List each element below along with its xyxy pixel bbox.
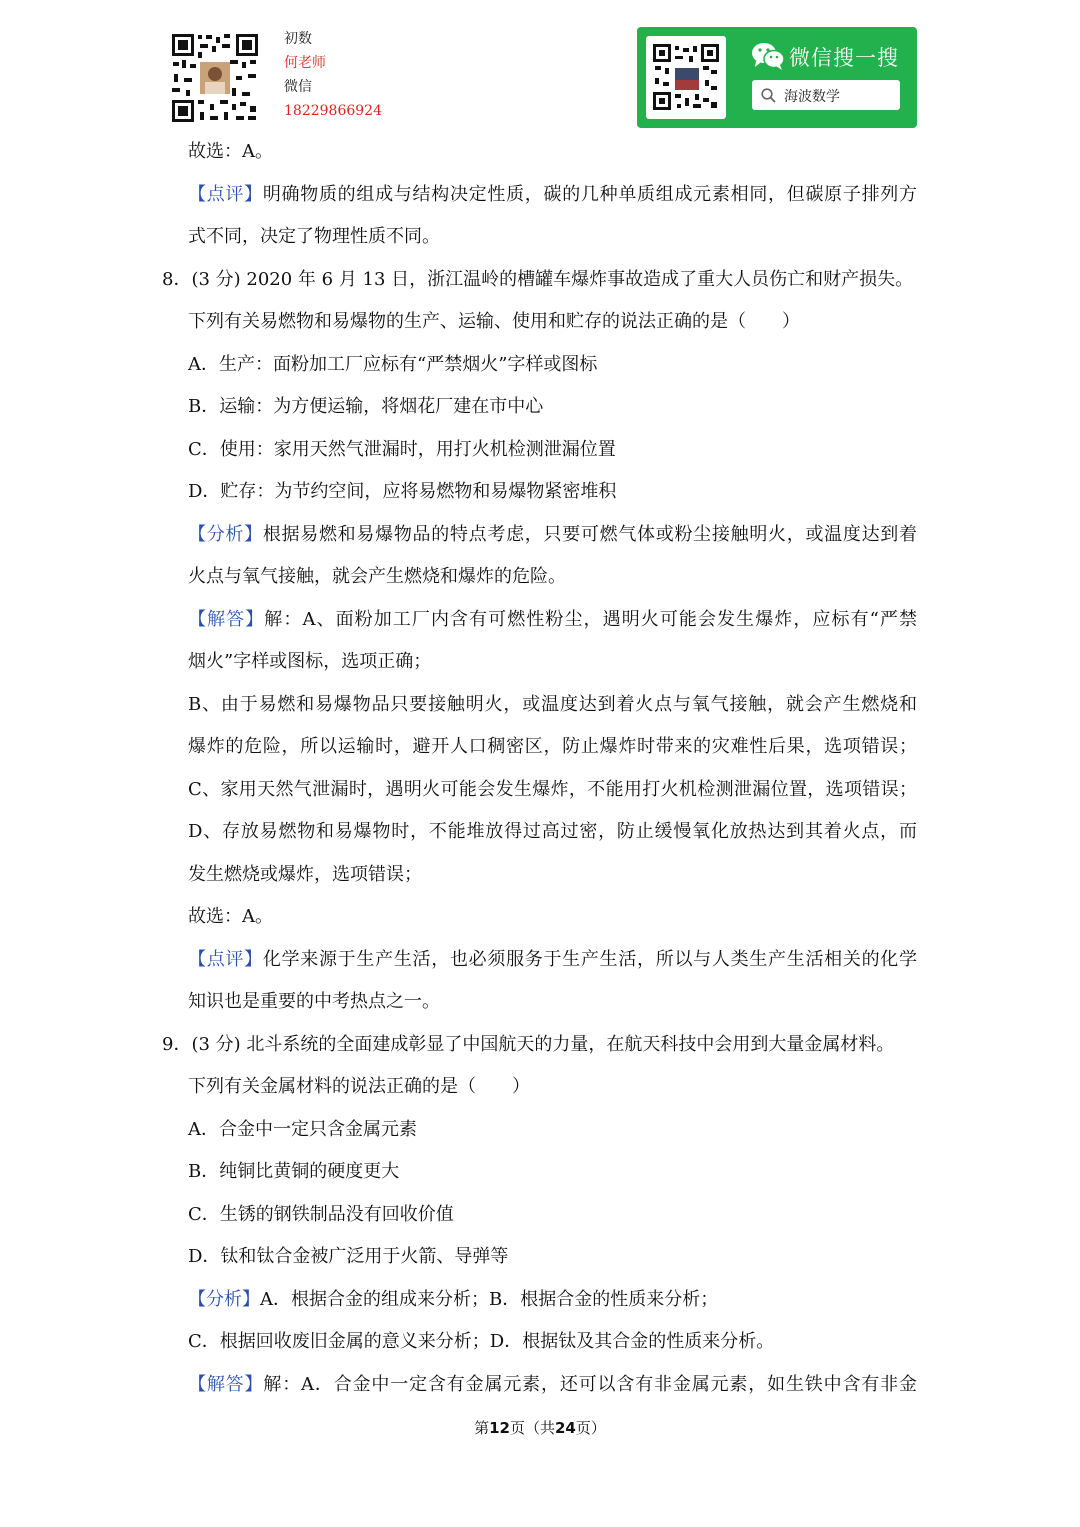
footer-prefix: 第 <box>474 1419 490 1437</box>
contact-line-3: 微信 <box>284 79 312 95</box>
q9-solution-line-1 <box>188 1370 917 1400</box>
q8-solution-line-4: 爆炸的危险，所以运输时，避开人口稠密区，防止爆炸时带来的灾难性后果，选项错误； <box>188 736 917 757</box>
analysis-text: 根据易燃和易爆物品的特点考虑，只要可燃气体或粉尘接触明火，或温度达到着 <box>262 524 917 545</box>
comment-tag: 【点评】 <box>188 949 263 970</box>
q8-analysis-line-2: 火点与氧气接触，就会产生燃烧和爆炸的危险。 <box>188 566 566 587</box>
q9-option-b: B．纯铜比黄铜的硬度更大 <box>188 1161 400 1182</box>
q8-comment-line-1 <box>188 945 917 975</box>
q8-solution-line-3: B、由于易燃和易爆物品只要接触明火，或温度达到着火点与氧气接触，就会产生燃烧和 <box>188 694 917 715</box>
q9-option-a: A．合金中一定只含金属元素 <box>188 1119 417 1140</box>
footer-suffix: 页） <box>575 1419 606 1437</box>
q8-option-b: B．运输：为方便运输，将烟花厂建在市中心 <box>188 396 544 417</box>
q8-option-c: C．使用：家用天然气泄漏时，用打火机检测泄漏位置 <box>188 439 616 460</box>
q8-solution-line-2: 烟火”字样或图标，选项正确； <box>188 651 432 672</box>
contact-phone: 18229866924 <box>284 103 382 119</box>
search-icon <box>761 88 776 103</box>
q8-stem-line-2: 下列有关易燃物和易爆物的生产、运输、使用和贮存的说法正确的是（ ） <box>188 311 800 332</box>
q9-stem-line-2: 下列有关金属材料的说法正确的是（ ） <box>188 1076 530 1097</box>
page-footer <box>0 1416 1080 1440</box>
contact-teacher-name: 何老师 <box>284 55 326 71</box>
wechat-logo-icon <box>751 41 785 71</box>
q8-solution-line-6: D、存放易燃物和易爆物时，不能堆放得过高过密，防止缓慢氧化放热达到其着火点，而 <box>188 821 917 842</box>
comment-tag: 【点评】 <box>188 184 263 205</box>
q8-option-d: D．贮存：为节约空间，应将易燃物和易爆物紧密堆积 <box>188 481 617 502</box>
comment-text: 化学来源于生产生活，也必须服务于生产生活，所以与人类生产生活相关的化学 <box>262 949 917 970</box>
prev-answer: 故选：A。 <box>188 141 273 162</box>
prev-comment-line-1 <box>188 180 917 210</box>
q9-analysis-line-2: C．根据回收废旧金属的意义来分析；D．根据钛及其合金的性质来分析。 <box>188 1331 775 1352</box>
contact-info <box>284 27 382 123</box>
footer-total-pages: 24 <box>555 1419 576 1437</box>
solution-text: 解：A．合金中一定含有金属元素，还可以含有非金属元素，如生铁中含有非金 <box>263 1374 918 1395</box>
q8-analysis-line-1 <box>188 520 917 550</box>
analysis-tag: 【分析】 <box>188 1289 260 1310</box>
q9-option-c: C．生锈的钢铁制品没有回收价值 <box>188 1204 454 1225</box>
comment-text: 明确物质的组成与结构决定性质，碳的几种单质组成元素相同，但碳原子排列方 <box>262 184 917 205</box>
q8-comment-line-2: 知识也是重要的中考热点之一。 <box>188 991 440 1012</box>
footer-page-number: 12 <box>489 1419 510 1437</box>
wechat-qr-code <box>646 36 726 119</box>
q8-option-a: A．生产：面粉加工厂应标有“严禁烟火”字样或图标 <box>188 354 598 375</box>
q9-stem-line-1: 9．(3 分) 北斗系统的全面建成彰显了中国航天的力量，在航天科技中会用到大量金属材料。 <box>162 1034 895 1055</box>
footer-middle: 页（共 <box>509 1419 555 1437</box>
prev-comment-line-2: 式不同，决定了物理性质不同。 <box>188 226 440 247</box>
wechat-search-title: 微信搜一搜 <box>789 46 899 70</box>
wechat-search-card[interactable] <box>637 27 917 128</box>
analysis-tag: 【分析】 <box>188 524 263 545</box>
solution-text: 解：A、面粉加工厂内含有可燃性粉尘，遇明火可能会发生爆炸，应标有“严禁 <box>264 609 917 630</box>
contact-line-1: 初数 <box>284 31 312 47</box>
solution-tag: 【解答】 <box>188 609 265 630</box>
analysis-text: A．根据合金的组成来分析；B．根据合金的性质来分析； <box>260 1289 719 1310</box>
q8-final-answer: 故选：A。 <box>188 906 273 927</box>
wechat-search-text: 海波数学 <box>784 89 840 105</box>
solution-tag: 【解答】 <box>188 1374 264 1395</box>
contact-qr-code <box>170 32 260 124</box>
q8-stem-line-1: 8．(3 分) 2020 年 6 月 13 日，浙江温岭的槽罐车爆炸事故造成了重大人员伤亡和财产损失。 <box>162 269 914 290</box>
q9-analysis-line-1 <box>188 1285 928 1315</box>
wechat-search-box[interactable] <box>752 80 900 110</box>
q9-option-d: D．钛和钛合金被广泛用于火箭、导弹等 <box>188 1246 509 1267</box>
q8-solution-line-1 <box>188 605 917 635</box>
q8-solution-line-5: C、家用天然气泄漏时，遇明火可能会发生爆炸，不能用打火机检测泄漏位置，选项错误； <box>188 779 917 800</box>
q8-solution-line-7: 发生燃烧或爆炸，选项错误； <box>188 864 422 885</box>
